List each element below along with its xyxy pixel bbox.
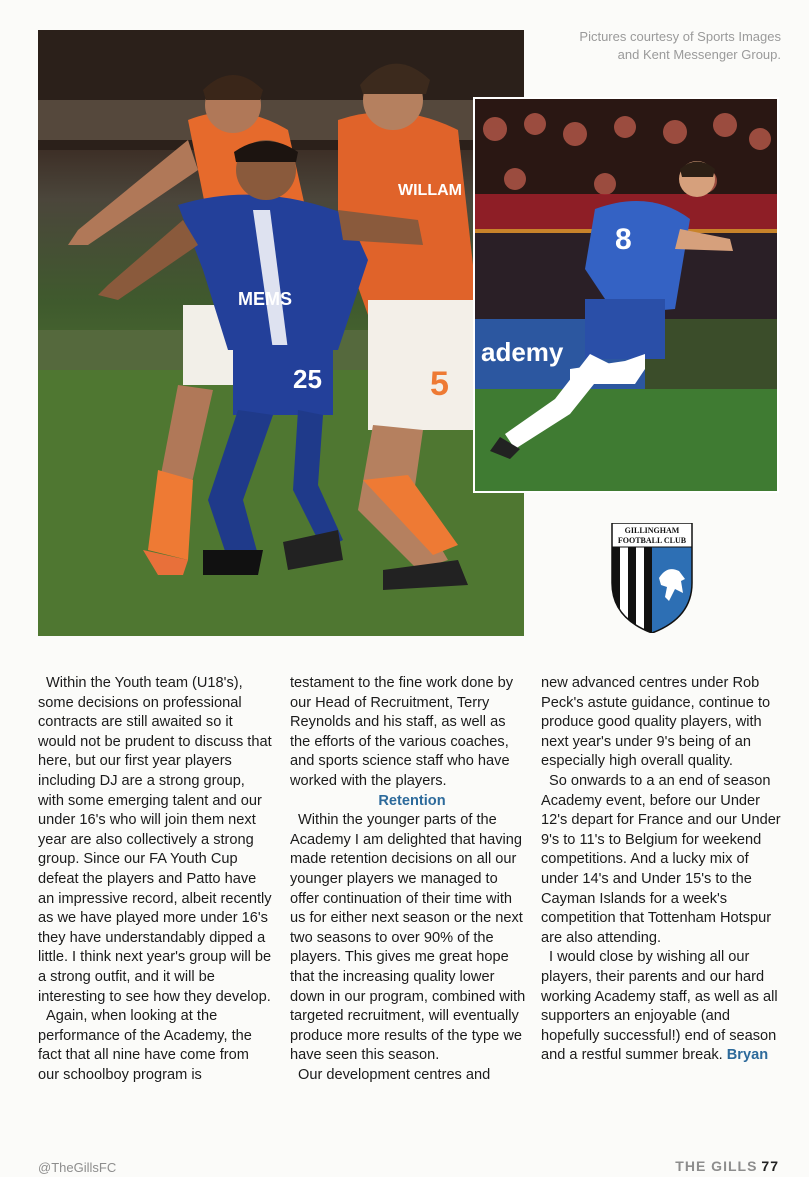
blue-shorts-number: 25 [293,364,322,394]
crest-text-line-2: FOOTBALL CLUB [617,536,687,545]
blue-shirt-sponsor: MEMS [238,289,292,309]
author-signoff: Bryan [726,1047,769,1064]
paragraph: Our development centres and [298,1066,491,1083]
inset-action-photo [473,97,779,493]
crest-text-line-1: GILLINGHAM [624,526,680,535]
paragraph: So onwards to a an end of season Academy event, before our Under 12's depart for France and our Under 9's to 11's to Belgium for weekend competitions. And a lucky mix of under 14's and Under 15's to the Cayman Islands for a week's competition that Tottenham Hotspur are also attending. [541,772,781,946]
picture-credit [545,28,781,64]
orange-shorts-number: 5 [430,365,449,403]
gillingham-crest-logo [609,523,695,633]
twitter-handle: @TheGillsFC [38,1160,117,1175]
paragraph: Within the Youth team (U18's), some decisions on professional contracts are still awaited so it would not be prudent to discuss that here, but our first year players including DJ are a strong group, with some emerging talent and our under 16's who will join them next year are also collectively a strong group. Since our FA Youth Cup defeat the players and Patto have an impressive record, albeit recently as we have played more under 16's they have understandably dipped a little. I think next year's group will be a strong outfit, and it will be interesting to see how they develop. [38,675,272,1005]
paragraph: new advanced centres under Rob Peck's astute guidance, continue to produce good quality players, with next year's under 9's being of an especially high overall quality. [541,675,771,770]
magazine-name: THE GILLS [675,1158,758,1174]
credit-line-1: Pictures courtesy of Sports Images [579,29,781,44]
page-number: 77 [761,1158,779,1174]
paragraph-final [541,948,781,1066]
section-heading-retention: Retention [378,792,446,809]
article-column-1 [38,674,274,1085]
paragraph: testament to the fine work done by our Head of Recruitment, Terry Reynolds and his staff, as well as the efforts of the various coaches, and sports science staff who have worked with the players. [290,675,514,789]
credit-line-2: and Kent Messenger Group. [617,47,781,62]
main-action-photo [38,30,524,636]
page-footer [675,1158,779,1174]
article-column-2 [290,674,526,1085]
article-column-3 [541,674,781,1066]
paragraph: Within the younger parts of the Academy I am delighted that having made retention decisions on all our younger players we managed to offer continuation of their time with us for either next season or the next two seasons to over 90% of the players. This gives me great hope that the increasing quality lower down in our program, combined with targeted recruitment, will eventually produce more results of the type we have seen this season. [290,812,526,1064]
inset-shirt-number: 8 [615,223,632,256]
closing-text: I would close by wishing all our players, their parents and our hard working Academy staff, as well as all supporters an enjoyable (and hopefully successful!) end of season and a restful summer break. [541,949,778,1064]
inset-board-text: ademy [481,337,564,367]
paragraph: Again, when looking at the performance of the Academy, the fact that all nine have come from our schoolboy program is [38,1008,252,1083]
orange-shirt-sponsor: WILLAM [398,182,462,199]
